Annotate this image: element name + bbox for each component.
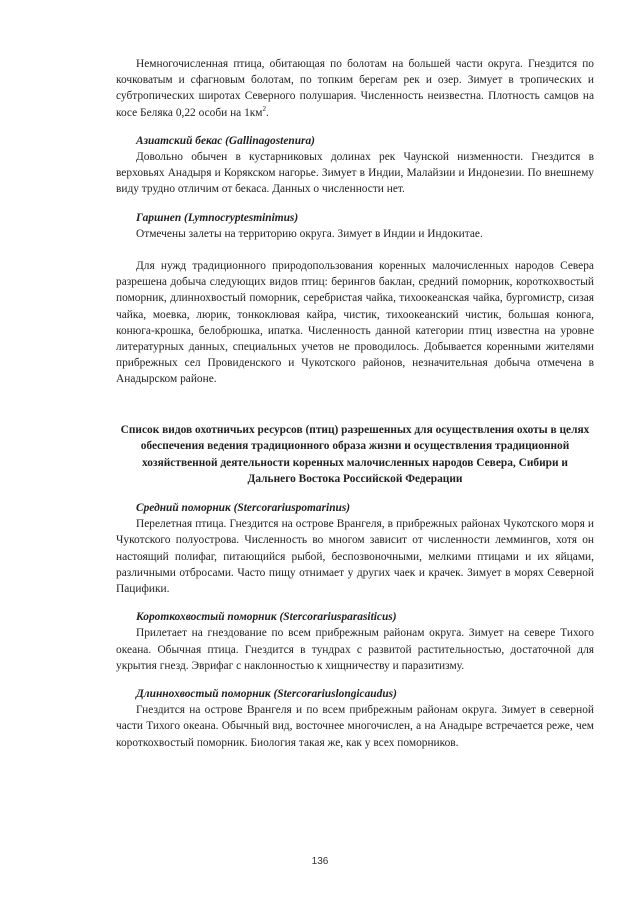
intro-paragraph: Немногочисленная птица, обитающая по болотам на большей части округа. Гнездится по кочковатым и сфагновым болотам, по топким берегам рек и озер. Зимует в тропических и субтропических широтах Северного полушария. Численность неизвестна. Плотность самцов на косе Беляка 0,22 особи на $1км^2$. [116,58,594,119]
species-text-asian-snipe: Довольно обычен в кустарниковых долинах рек Чаунской низменности. Гнездится в верховьях Анадыря и Корякском нагорье. Зимует в Индии, Малайзии и Индонезии. По внешнему виду трудно отличим от бекаса. Данных о численности нет. [116,151,594,196]
species-title-arctic-skua: Короткохвостый поморник (Stercorariusparasiticus) [136,611,397,624]
species-text-pomarine-skua: Перелетная птица. Гнездится на острове Врангеля, в прибрежных районах Чукотского моря и Чукотского полуострова. Численность во многом зависит от численности леммингов, хотя он настоящий полифаг, питающийся рыбой, беспозвоночными, мелкими птицами и их яйцами, различными отбросами. Часто пищу отнимает у других чаек и крачек. Зимует в морях Северной Пацифики. [116,518,594,596]
page-number: 136 [311,856,329,867]
species-text-long-tailed-skua: Гнездится на острове Врангеля и по всем прибрежным районам округа. Зимует в северной части Тихого океана. Обычный вид, восточнее многочислен, а на Анадыре встречается реже, чем короткохвостый поморник. Биология такая же, как у всех поморников. [116,704,594,749]
traditional-use-paragraph: Для нужд традиционного природопользования коренных малочисленных народов Севера разрешена добыча следующих видов птиц: берингов баклан, средний поморник, короткохвостый поморник, длиннохвостый поморник, серебристая чайка, тихоокеанская чайка, бургомистр, сизая чайка, моевка, люрик, тонкоклювая кайра, чистик, тихоокеанский чистик, большая конюга, конюга-крошка, белобрюшка, ипатка. Численность данной категории птиц известна на уровне литературных данных, специальных учетов не проводилось. Добывается коренными жителями прибрежных сел Провиденского и Чукотского районов, незначительная добыча отмечена в Анадырском районе. [116,260,594,386]
species-text-jack-snipe: Отмечены залеты на территорию округа. Зимует в Индии и Индокитае. [136,227,483,240]
species-text-arctic-skua: Прилетает на гнездование по всем прибрежным районам округа. Зимует на севере Тихого океана. Обычная птица. Гнездится в тундрах с развитой растительностью, достаточной для укрытия гнезд. Эврифаг с наклонностью к хищничеству и паразитизму. [116,627,594,672]
section-heading: Список видов охотничьих ресурсов (птиц) разрешенных для осуществления охоты в целях обеспечения ведения традиционного образа жизни и осуществления традиционной хозяйственной деятельности коренных малочисленных народов Севера, Сибири и Дальнего Востока Российской Федерации [120,423,590,486]
species-title-long-tailed-skua: Длиннохвостый поморник (Stercorariuslongicaudus) [136,688,397,701]
species-title-jack-snipe: Гаршнеп (Lymnocryptesminimus) [136,211,299,224]
species-title-pomarine-skua: Средний поморник (Stercorariuspomarinus) [136,502,351,515]
superscript: 2 [262,104,267,113]
page-content [116,56,594,751]
species-title-asian-snipe: Азиатский бекас (Gallinagostenura) [136,134,315,147]
